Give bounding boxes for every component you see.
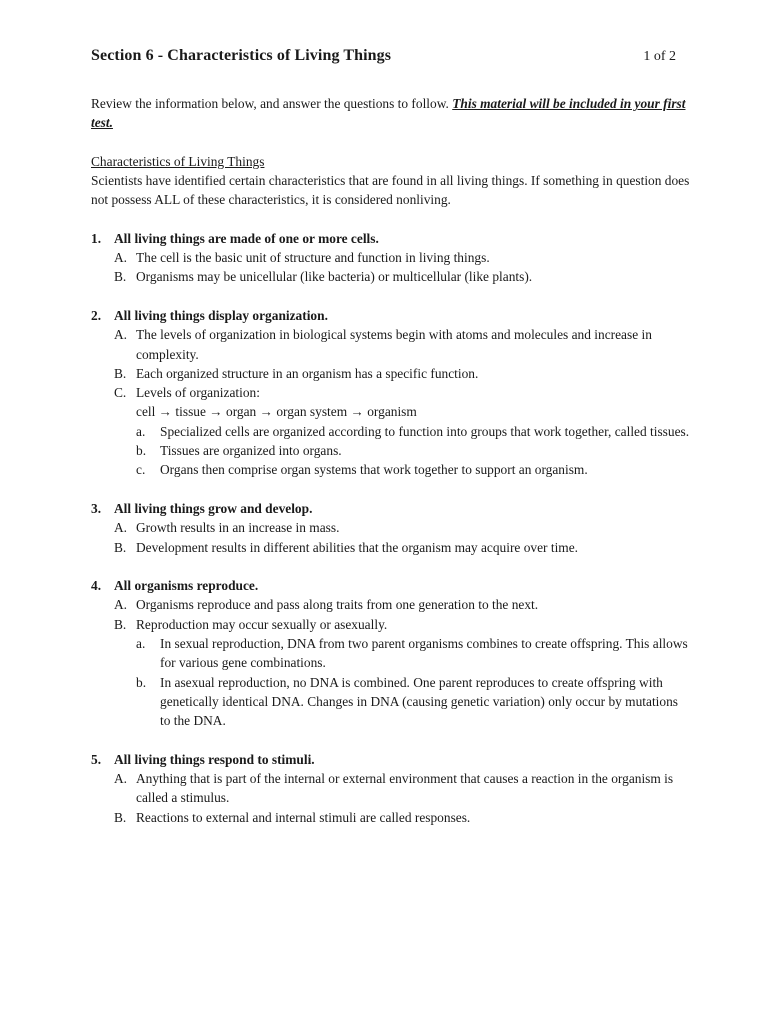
section-5 bbox=[91, 750, 691, 827]
list-item bbox=[114, 595, 691, 614]
item-text: Anything that is part of the internal or external environment that causes a reaction in the organism is called a stimulus. bbox=[136, 771, 674, 806]
page-title: Section 6 - Characteristics of Living Things bbox=[91, 47, 392, 64]
item-letter: A. bbox=[114, 597, 128, 613]
section-heading bbox=[91, 306, 691, 325]
list-item bbox=[114, 538, 691, 557]
section-heading bbox=[91, 499, 691, 518]
item-letter: B. bbox=[114, 809, 127, 825]
list-item bbox=[114, 769, 691, 808]
subitem-text: Tissues are organized into organs. bbox=[160, 443, 342, 459]
section-heading bbox=[91, 229, 691, 248]
sub-list-item bbox=[136, 634, 691, 673]
intro-text: Review the information below, and answer the questions to follow. bbox=[91, 96, 453, 111]
item-letter: C. bbox=[114, 385, 127, 401]
organization-levels-chain: cell → tissue → organ → organ system → organism bbox=[136, 404, 417, 420]
subitem-letter: a. bbox=[136, 423, 146, 439]
item-text: Organisms reproduce and pass along traits from one generation to the next. bbox=[136, 597, 539, 613]
subitem-text: Specialized cells are organized according to function into groups that work together, called tissues. bbox=[160, 423, 690, 439]
list-item bbox=[114, 518, 691, 537]
subitem-text: In sexual reproduction, DNA from two parent organisms combines to create offspring. This allows for various gene combinations. bbox=[160, 636, 688, 671]
intro-paragraph bbox=[91, 94, 691, 133]
section-number: 1. bbox=[91, 230, 102, 246]
list-item bbox=[114, 364, 691, 383]
item-text: The cell is the basic unit of structure and function in living things. bbox=[136, 250, 490, 266]
page-indicator: 1 of 2 bbox=[643, 49, 676, 64]
document-page bbox=[91, 46, 691, 827]
section-number: 5. bbox=[91, 751, 102, 767]
item-letter: B. bbox=[114, 539, 127, 555]
item-text: Reactions to external and internal stimuli are called responses. bbox=[136, 809, 471, 825]
section-heading-text: All living things respond to stimuli. bbox=[114, 751, 315, 767]
list-item bbox=[114, 615, 691, 634]
subitem-letter: a. bbox=[136, 636, 146, 652]
sub-list-item bbox=[136, 441, 691, 460]
section-2 bbox=[91, 306, 691, 480]
item-text: Levels of organization: bbox=[136, 385, 260, 401]
sub-list-item bbox=[136, 673, 691, 731]
subitem-text: In asexual reproduction, no DNA is combined. One parent reproduces to create offspring with genetically identical DNA. Changes in DNA (causing genetic variation) only occur by mutations to the DNA. bbox=[160, 674, 679, 729]
item-text: The levels of organization in biological systems begin with atoms and molecules and increase in complexity. bbox=[136, 327, 652, 362]
section-4 bbox=[91, 576, 691, 730]
item-text: Organisms may be unicellular (like bacteria) or multicellular (like plants). bbox=[136, 269, 533, 285]
section-heading bbox=[91, 576, 691, 595]
subitem-text: Organs then comprise organ systems that work together to support an organism. bbox=[160, 462, 588, 478]
item-letter: B. bbox=[114, 616, 127, 632]
section-number: 3. bbox=[91, 500, 102, 516]
sub-list-item bbox=[136, 460, 691, 479]
section-3 bbox=[91, 499, 691, 557]
item-text: Each organized structure in an organism has a specific function. bbox=[136, 365, 479, 381]
item-letter: A. bbox=[114, 250, 128, 266]
list-item bbox=[114, 808, 691, 827]
intro-emphasis: This material will be included in your first test. bbox=[91, 96, 686, 131]
subitem-letter: b. bbox=[136, 674, 147, 690]
sub-list-item bbox=[136, 422, 691, 441]
item-text: Growth results in an increase in mass. bbox=[136, 520, 340, 536]
section-heading-text: All living things display organization. bbox=[114, 307, 328, 323]
section-1 bbox=[91, 229, 691, 287]
section-number: 4. bbox=[91, 578, 102, 594]
subitem-letter: c. bbox=[136, 462, 146, 478]
list-item bbox=[114, 248, 691, 267]
item-letter: B. bbox=[114, 269, 127, 285]
item-letter: A. bbox=[114, 520, 128, 536]
list-item bbox=[114, 325, 691, 364]
item-letter: B. bbox=[114, 365, 127, 381]
section-number: 2. bbox=[91, 307, 102, 323]
list-item bbox=[114, 383, 691, 422]
document-header bbox=[91, 46, 691, 68]
item-text: Reproduction may occur sexually or asexually. bbox=[136, 616, 388, 632]
item-text: Development results in different abilities that the organism may acquire over time. bbox=[136, 539, 579, 555]
section-heading-text: All organisms reproduce. bbox=[114, 578, 259, 594]
item-letter: A. bbox=[114, 771, 128, 787]
item-letter: A. bbox=[114, 327, 128, 343]
intro-description: Scientists have identified certain characteristics that are found in all living things. If something in question does not possess ALL of these characteristics, it is considered nonliving. bbox=[91, 172, 690, 208]
subheading: Characteristics of Living Things bbox=[91, 153, 265, 169]
list-item bbox=[114, 267, 691, 286]
subitem-letter: b. bbox=[136, 443, 147, 459]
section-heading-text: All living things grow and develop. bbox=[114, 500, 313, 516]
section-heading-text: All living things are made of one or more cells. bbox=[114, 230, 379, 246]
section-heading bbox=[91, 750, 691, 769]
